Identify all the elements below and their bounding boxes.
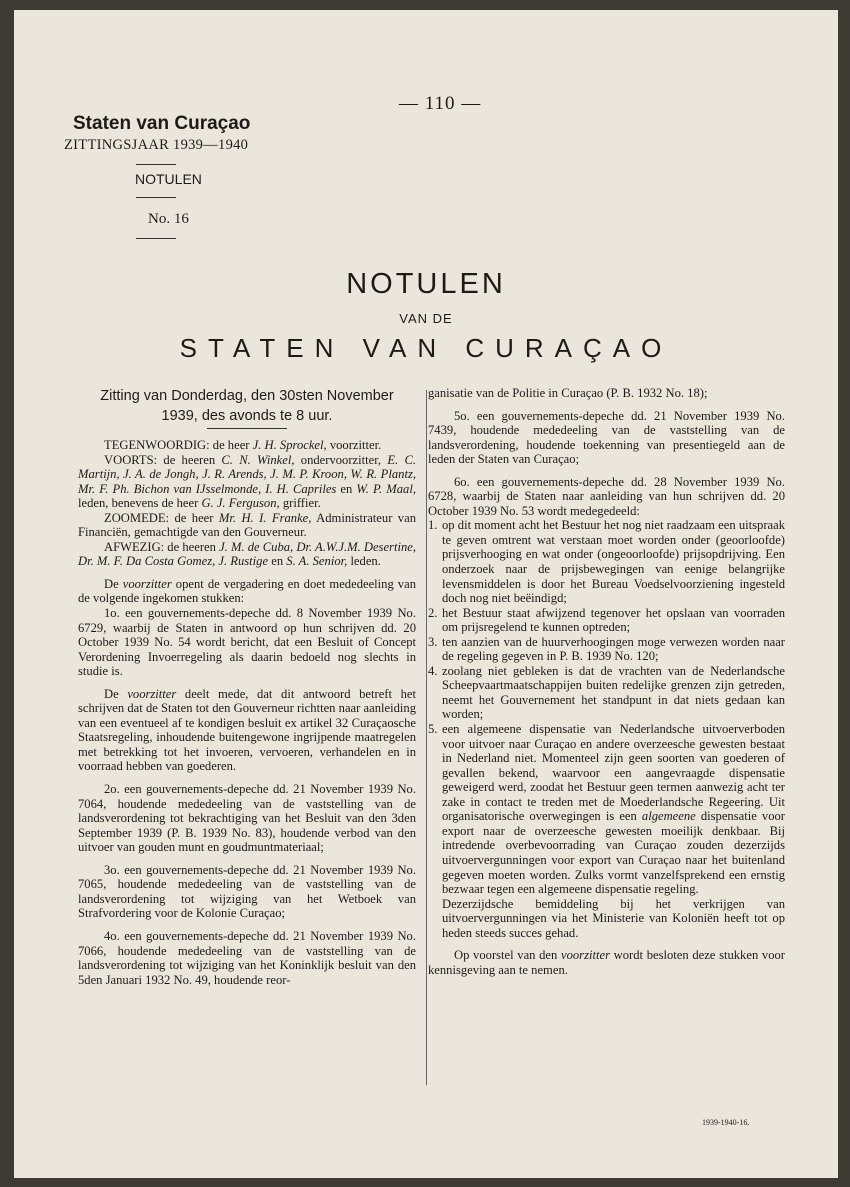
- document-page: [14, 10, 838, 1178]
- zoomede-role: Administrateur van Financiën, gemachtigde van den Gouverneur.: [78, 510, 416, 540]
- griffier-role: griffier.: [282, 496, 321, 511]
- attendance-zoomede: [78, 511, 416, 540]
- text-span: dispensatie voor export naar de overzeesche gewesten moeilijk denkbaar. Bij intredende overbevoorrading van Curaçao zouden dezerzijds uitvoervergunningen voor export van Curaçao naar het buitenland gegeven moeten worden. Zulks vormt vanzelfsprekend een ernstig bezwaar tegen een algemeene dispensatie regeling.: [442, 809, 785, 897]
- point-4: [428, 664, 785, 722]
- italic-span: voorzitter: [122, 576, 172, 591]
- session-line-2: 1939, des avonds te 8 uur.: [161, 408, 333, 424]
- attendance-afwezig: [78, 540, 416, 569]
- point-5: [428, 722, 785, 940]
- point-number: 1.: [428, 518, 438, 533]
- voorts-vice-role: ondervoorzitter,: [300, 452, 382, 467]
- item-1: 1o. een gouvernements-depeche dd. 8 November 1939 No. 6729, waarbij de Staten in antwoord op hun schrijven dd. 20 October 1939 No. 54 wordt bericht, dat een Besluit of Concept Verordening Invoerregeling als daarin bedoeld nog slechts in studie is.: [78, 606, 416, 679]
- text-span: Dezerzijdsche bemiddeling bij het verkrijgen van uitvoervergunningen via het Ministerie van Koloniën heeft tot op heden steeds succes gehad.: [442, 896, 785, 940]
- masthead-rule: [136, 238, 176, 239]
- masthead-rule: [136, 164, 176, 165]
- point-number: 4.: [428, 663, 438, 678]
- column-divider: [426, 390, 427, 1085]
- masthead-section: NOTULEN: [135, 171, 202, 187]
- afwezig-label: AFWEZIG: de heeren: [104, 539, 216, 554]
- masthead: [64, 113, 264, 239]
- voorts-and: en: [340, 481, 353, 496]
- paragraph-opening: [78, 577, 416, 606]
- point-text: zoolang niet gebleken is dat de vrachten van de Nederlandsche Scheepvaartmaatschappijen buiten redelijke grenzen zijn getreden, neemt het Gouvernement het standpunt in dat niets gedaan kan worden;: [442, 663, 785, 722]
- voorts-vice: C. N. Winkel,: [221, 452, 295, 467]
- left-column: [78, 386, 416, 987]
- text-span: Op voorstel van den: [454, 948, 558, 963]
- text-span: deelt mede, dat dit antwoord betreft het schrijven dat de Staten tot den Gouverneur richtten naar aanleiding van een eventueel af te kondigen besluit ex artikel 32 Curaçaosche Staatsregeling, inhoudende buitengewone ingrijpende maatregelen met betrekking tot het invoeren, vervoeren, verhandelen en in voorraad hebben van goederen.: [78, 686, 417, 774]
- attendance-present: [78, 438, 416, 453]
- afwezig-role: leden.: [350, 554, 381, 569]
- masthead-title: Staten van Curaçao: [73, 113, 251, 134]
- point-number: 3.: [428, 634, 438, 649]
- paragraph-final: [428, 948, 785, 977]
- point-text: ten aanzien van de huurverhoogingen moge verwezen worden naar de regeling gegeven in P. B. 1939 No. 120;: [442, 634, 785, 664]
- italic-span: voorzitter: [561, 948, 610, 963]
- masthead-year: ZITTINGSJAAR 1939—1940: [64, 137, 249, 153]
- session-rule: [207, 428, 287, 429]
- voorts-label: VOORTS: de heeren: [104, 452, 216, 467]
- text-span: een algemeene dispensatie van Nederlandsche uitvoerverboden voor uitvoer naar Curaçao en andere overzeesche gewesten bestaat in Nederland niet. Momenteel zijn geen soorten van goederen of gevallen bekend, waarvoor een aangevraagde dispensatie geweigerd werd, zoodat het Bestuur geen termen aanwezig acht ter zake in contact te treden met de Moederlandsche Regeering. Uit organisatorische overwegingen is een: [442, 722, 785, 824]
- griffier-name: G. J. Ferguson,: [201, 496, 280, 511]
- italic-span: voorzitter: [127, 686, 177, 701]
- point-3: [428, 635, 785, 664]
- voorts-last: W. P. Maal,: [356, 481, 416, 496]
- page-number: — 110 —: [399, 93, 482, 114]
- session-line-1: Zitting van Donderdag, den 30sten November: [100, 388, 394, 404]
- masthead-number: No. 16: [148, 211, 189, 227]
- text-span: wordt besloten deze stukken voor kennisgeving aan te nemen.: [428, 948, 785, 977]
- heading-sub: VAN DE: [399, 311, 453, 326]
- point-text: op dit moment acht het Bestuur het nog niet raadzaam een uitspraak te geven omtrent wat verstaan moet worden onder (geoorloofde) prijsverhooging en wat onder (ongeoorloofde) prijsopdrijving. Een onderzoek naar de prijsbewegingen van eenige belangrijke levensmiddelen is door het Bureau Voedselvoorziening ingesteld doch nog niet beëindigd;: [442, 518, 785, 606]
- item-4-continued: ganisatie van de Politie in Curaçao (P. B. 1932 No. 18);: [428, 386, 708, 400]
- afwezig-and: en: [271, 554, 284, 569]
- present-label: TEGENWOORDIG: de heer: [104, 438, 250, 452]
- heading-name: STATEN VAN CURAÇAO: [179, 333, 673, 363]
- masthead-rule: [136, 197, 176, 198]
- zoomede-label: ZOOMEDE: de heer: [104, 510, 214, 525]
- point-text: [442, 722, 785, 940]
- right-column: [428, 386, 785, 977]
- attendance-voorts: [78, 453, 416, 511]
- point-text: het Bestuur staat afwijzend tegenover het opslaan van voorraden om prijsregelend te kunnen optreden;: [442, 605, 785, 635]
- italic-span: algemeene: [641, 809, 696, 824]
- item-6: 6o. een gouvernements-depeche dd. 28 November 1939 No. 6728, waarbij de Staten naar aanleiding van hun schrijven dd. 20 October 1939 No. 53 wordt medegedeeld:: [428, 474, 785, 518]
- afwezig-last: S. A. Senior,: [286, 554, 348, 569]
- text-span: De: [104, 576, 119, 591]
- item-5: 5o. een gouvernements-depeche dd. 21 November 1939 No. 7439, houdende mededeeling van de vaststelling van de landsverordening, houdende toekenning van presentiegeld aan de leden der Staten van Curaçao;: [428, 408, 785, 467]
- footer-code: 1939-1940-16.: [702, 1118, 750, 1127]
- afwezig-names: J. M. de Cuba, Dr. A.W.J.M. Desertine, Dr. M. F. Da Costa Gomez, J. Rustige: [78, 539, 416, 569]
- zoomede-name: Mr. H. I. Franke,: [218, 510, 312, 525]
- item-4: 4o. een gouvernements-depeche dd. 21 November 1939 No. 7066, houdende mededeeling van de vaststelling van de landsverordening tot wijziging van het Koninklijk besluit van den 5den Januari 1932 No. 49, houdende reor-: [78, 928, 416, 987]
- point-1: [428, 518, 785, 605]
- heading-title: NOTULEN: [346, 268, 506, 300]
- point-number: 5.: [428, 722, 438, 737]
- voorts-mid: leden, benevens de heer: [78, 496, 199, 511]
- present-tail: voorzitter.: [329, 438, 382, 452]
- present-chair: J. H. Sprockel,: [252, 438, 327, 452]
- text-span: opent de vergadering en doet mededeeling van de volgende ingekomen stukken:: [78, 576, 416, 606]
- points-list: [428, 518, 785, 722]
- session-heading: [78, 386, 416, 426]
- text-span: De: [104, 686, 119, 701]
- item-2: 2o. een gouvernements-depeche dd. 21 November 1939 No. 7064, houdende mededeeling van de vaststelling van de landsverordening tot bekrachtiging van het Besluit van den 3den September 1939 (P. B. 1939 No. 83), houdende verbod van den uitvoer van gouden munt en goudmuntmateriaal;: [78, 782, 416, 855]
- item-3: 3o. een gouvernements-depeche dd. 21 November 1939 No. 7065, houdende mededeeling van de vaststelling van de landsverordening tot wijziging van het Wetboek van Strafvordering voor de Kolonie Curaçao;: [78, 862, 416, 921]
- point-number: 2.: [428, 605, 438, 620]
- paragraph-deelt: [78, 687, 416, 774]
- point-2: [428, 606, 785, 635]
- voorts-members: E. C. Martijn, J. A. de Jongh, J. R. Arends, J. M. P. Kroon, W. R. Plantz, Mr. F. Ph. Bichon van IJsselmonde, I. H. Capriles: [78, 452, 416, 496]
